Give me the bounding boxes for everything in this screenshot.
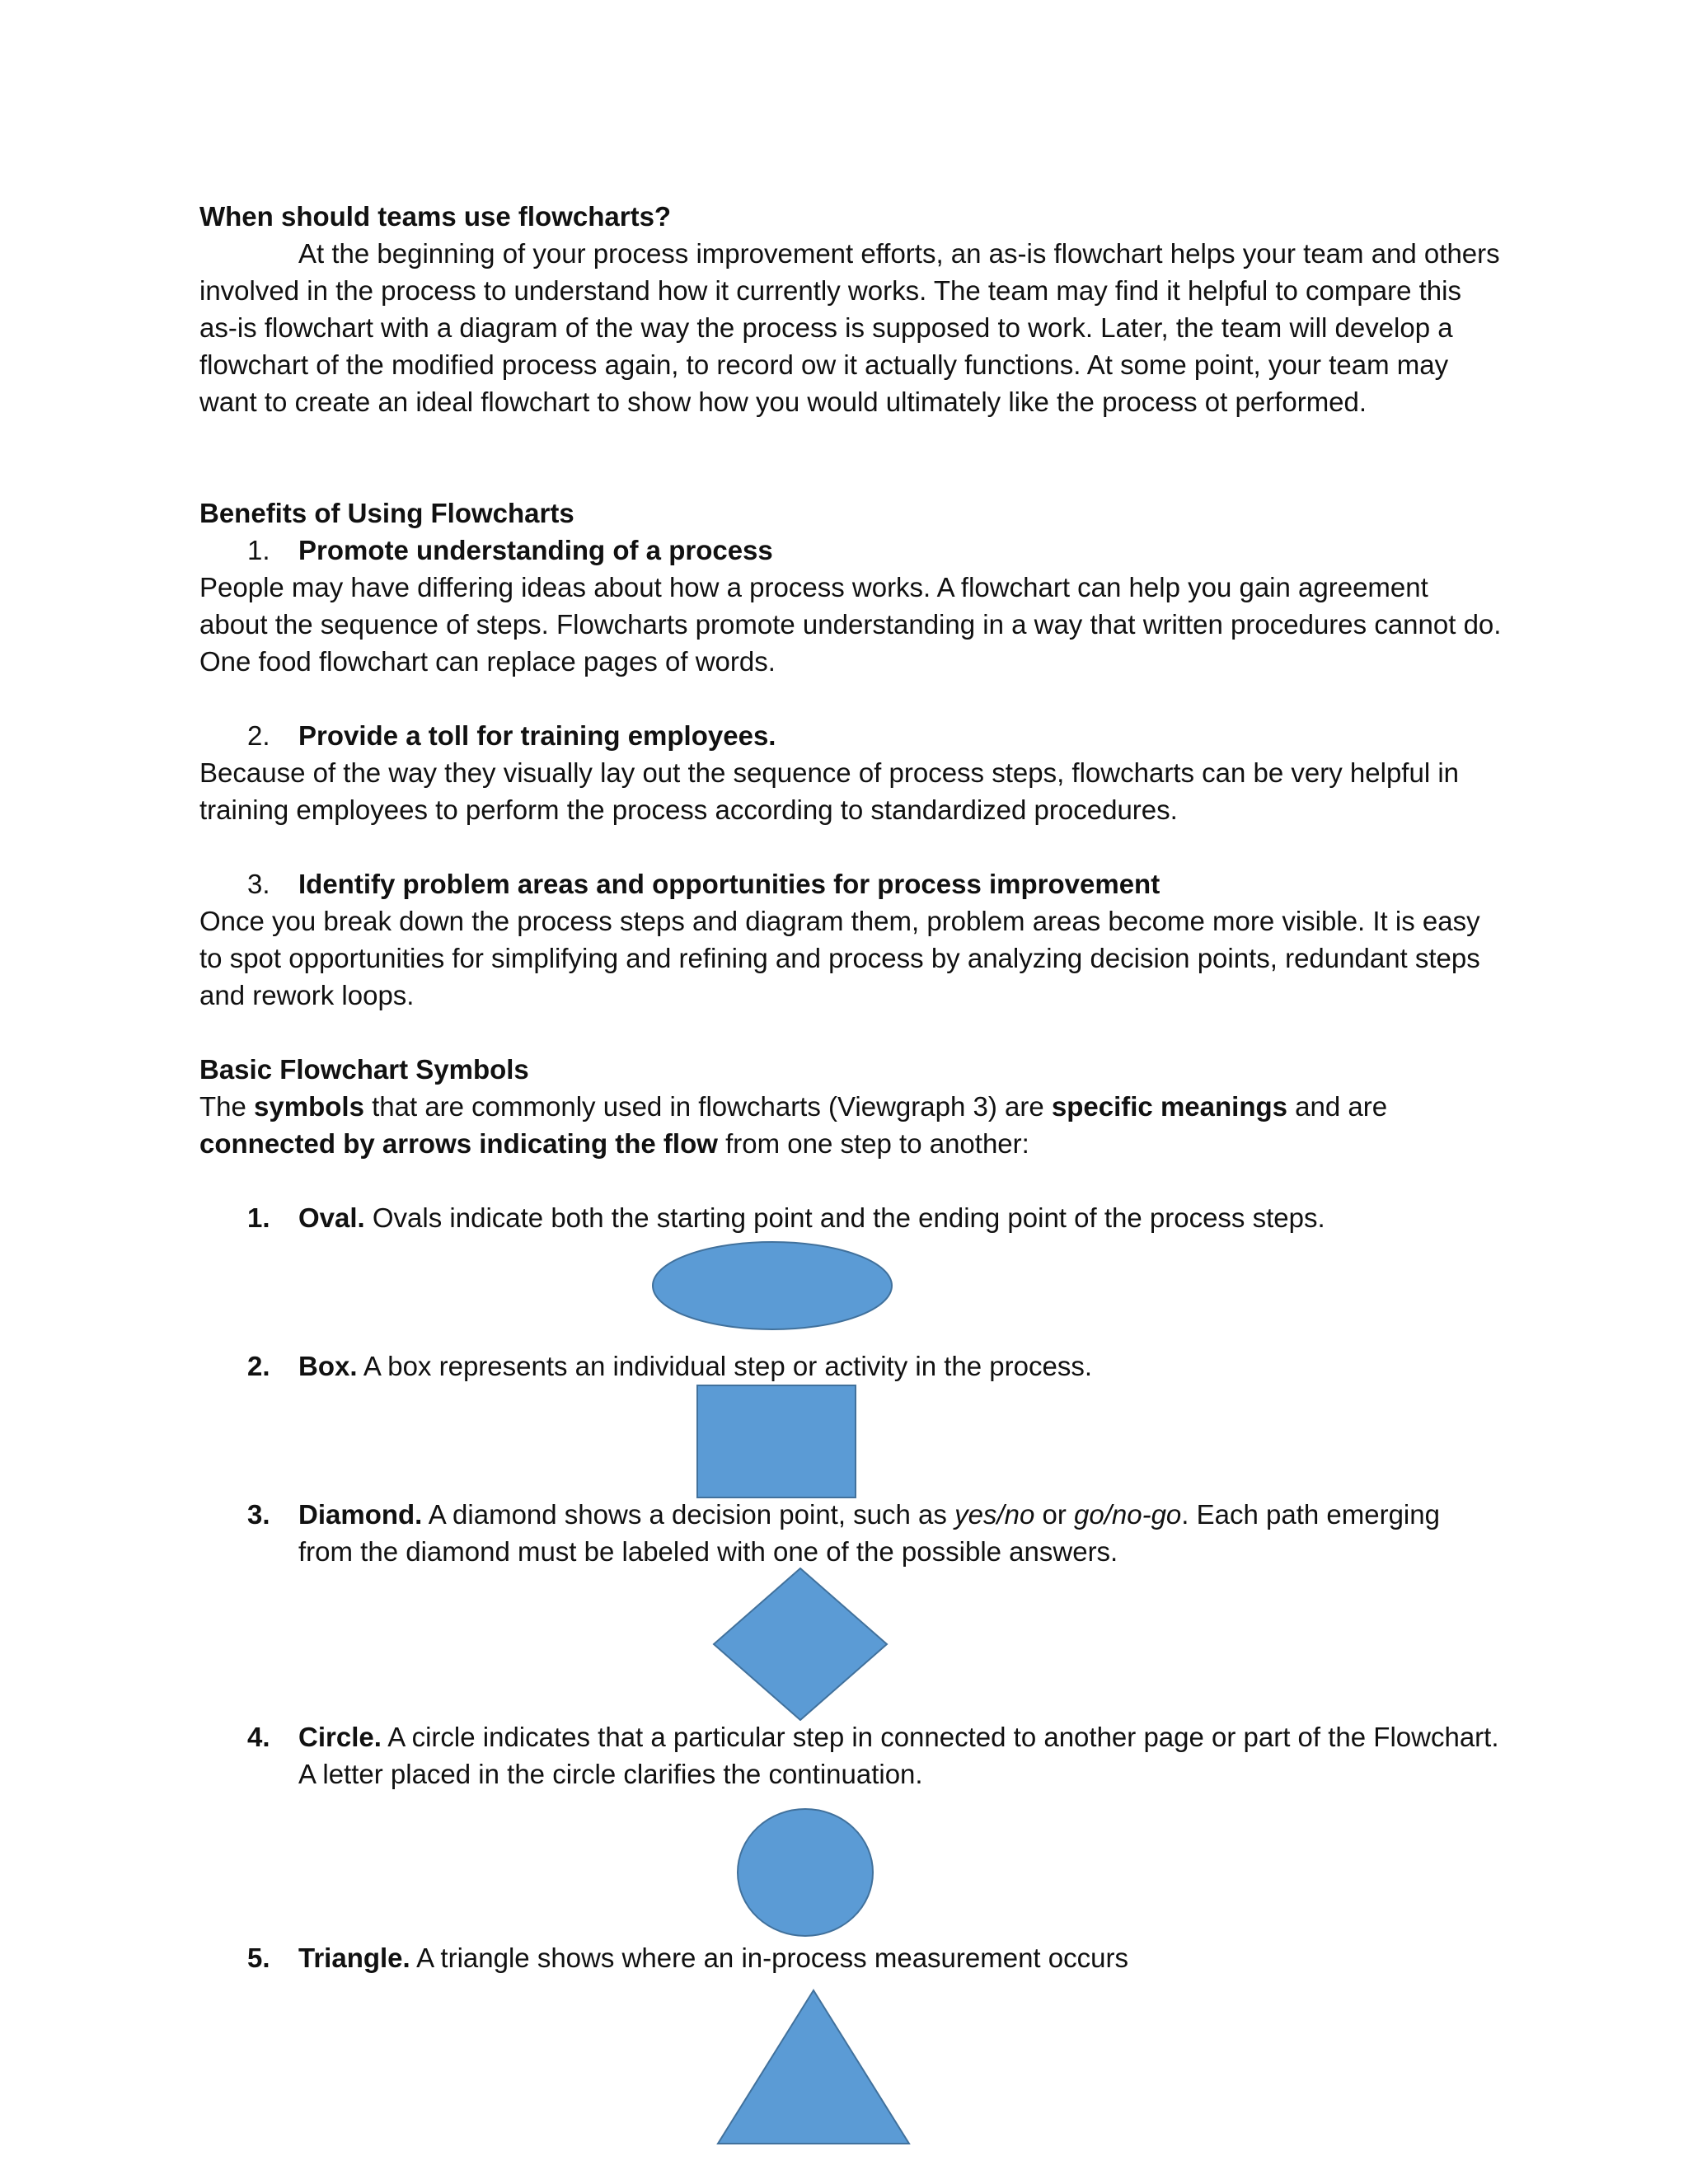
benefit-number: 1. [247, 535, 270, 565]
box-shape [696, 1385, 856, 1498]
circle-shape [736, 1807, 874, 1938]
section-heading-symbols: Basic Flowchart Symbols [199, 1054, 529, 1085]
benefit-title: Promote understanding of a process [298, 535, 773, 565]
benefit-title: Provide a toll for training employees. [298, 720, 776, 751]
symbol-number: 2. [247, 1351, 270, 1381]
symbol-number: 4. [247, 1722, 270, 1752]
section-heading-when-to-use: When should teams use flowcharts? [199, 201, 672, 232]
symbols-intro: The symbols that are commonly used in flowcharts (Viewgraph 3) are specific meanings and are connected by arrows indicating the flow from one step to another: [199, 1091, 1388, 1159]
benefit-number: 2. [247, 720, 270, 751]
section-body-when-to-use: At the beginning of your process improvement efforts, an as-is flowchart helps your team and others involved in the process to understand how it currently works. The team may find it helpful to compare this as-is flowchart with a diagram of the way the process is supposed to work. Later, the team will develop a flowchart of the modified process again, to record ow it actually functions. At some point, your team may want to create an ideal flowchart to show how you would ultimately like the process ot performed. [199, 238, 1500, 417]
diamond-shape [712, 1568, 889, 1721]
symbol-circle-description: Circle. A circle indicates that a particular step in connected to another page or part of the Flowchart. A letter placed in the circle clarifies the continuation. [298, 1722, 1499, 1789]
benefit-body: People may have differing ideas about how a process works. A flowchart can help you gain agreement about the sequence of steps. Flowcharts promote understanding in a way that written procedures cannot do. One food flowchart can replace pages of words. [199, 572, 1502, 677]
symbol-triangle-description: Triangle. A triangle shows where an in-process measurement occurs [298, 1943, 1128, 1973]
benefit-number: 3. [247, 869, 270, 899]
oval-shape [651, 1240, 893, 1331]
symbol-diamond-description: Diamond. A diamond shows a decision point, such as yes/no or go/no-go. Each path emerging from the diamond must be labeled with one of the possible answers. [298, 1499, 1440, 1567]
triangle-shape [716, 1989, 911, 2145]
benefit-body: Because of the way they visually lay out the sequence of process steps, flowcharts can be very helpful in training employees to perform the process according to standardized procedures. [199, 757, 1460, 825]
benefit-body: Once you break down the process steps and diagram them, problem areas become more visible. It is easy to spot opportunities for simplifying and refining and process by analyzing decision points, redundant steps and rework loops. [199, 906, 1480, 1010]
symbol-number: 3. [247, 1499, 270, 1530]
symbol-number: 1. [247, 1202, 270, 1233]
symbol-oval-description: Oval. Ovals indicate both the starting point and the ending point of the process steps. [298, 1202, 1325, 1233]
symbol-number: 5. [247, 1943, 270, 1973]
benefit-title: Identify problem areas and opportunities for process improvement [298, 869, 1160, 899]
section-heading-benefits: Benefits of Using Flowcharts [199, 498, 574, 528]
symbol-box-description: Box. A box represents an individual step or activity in the process. [298, 1351, 1092, 1381]
